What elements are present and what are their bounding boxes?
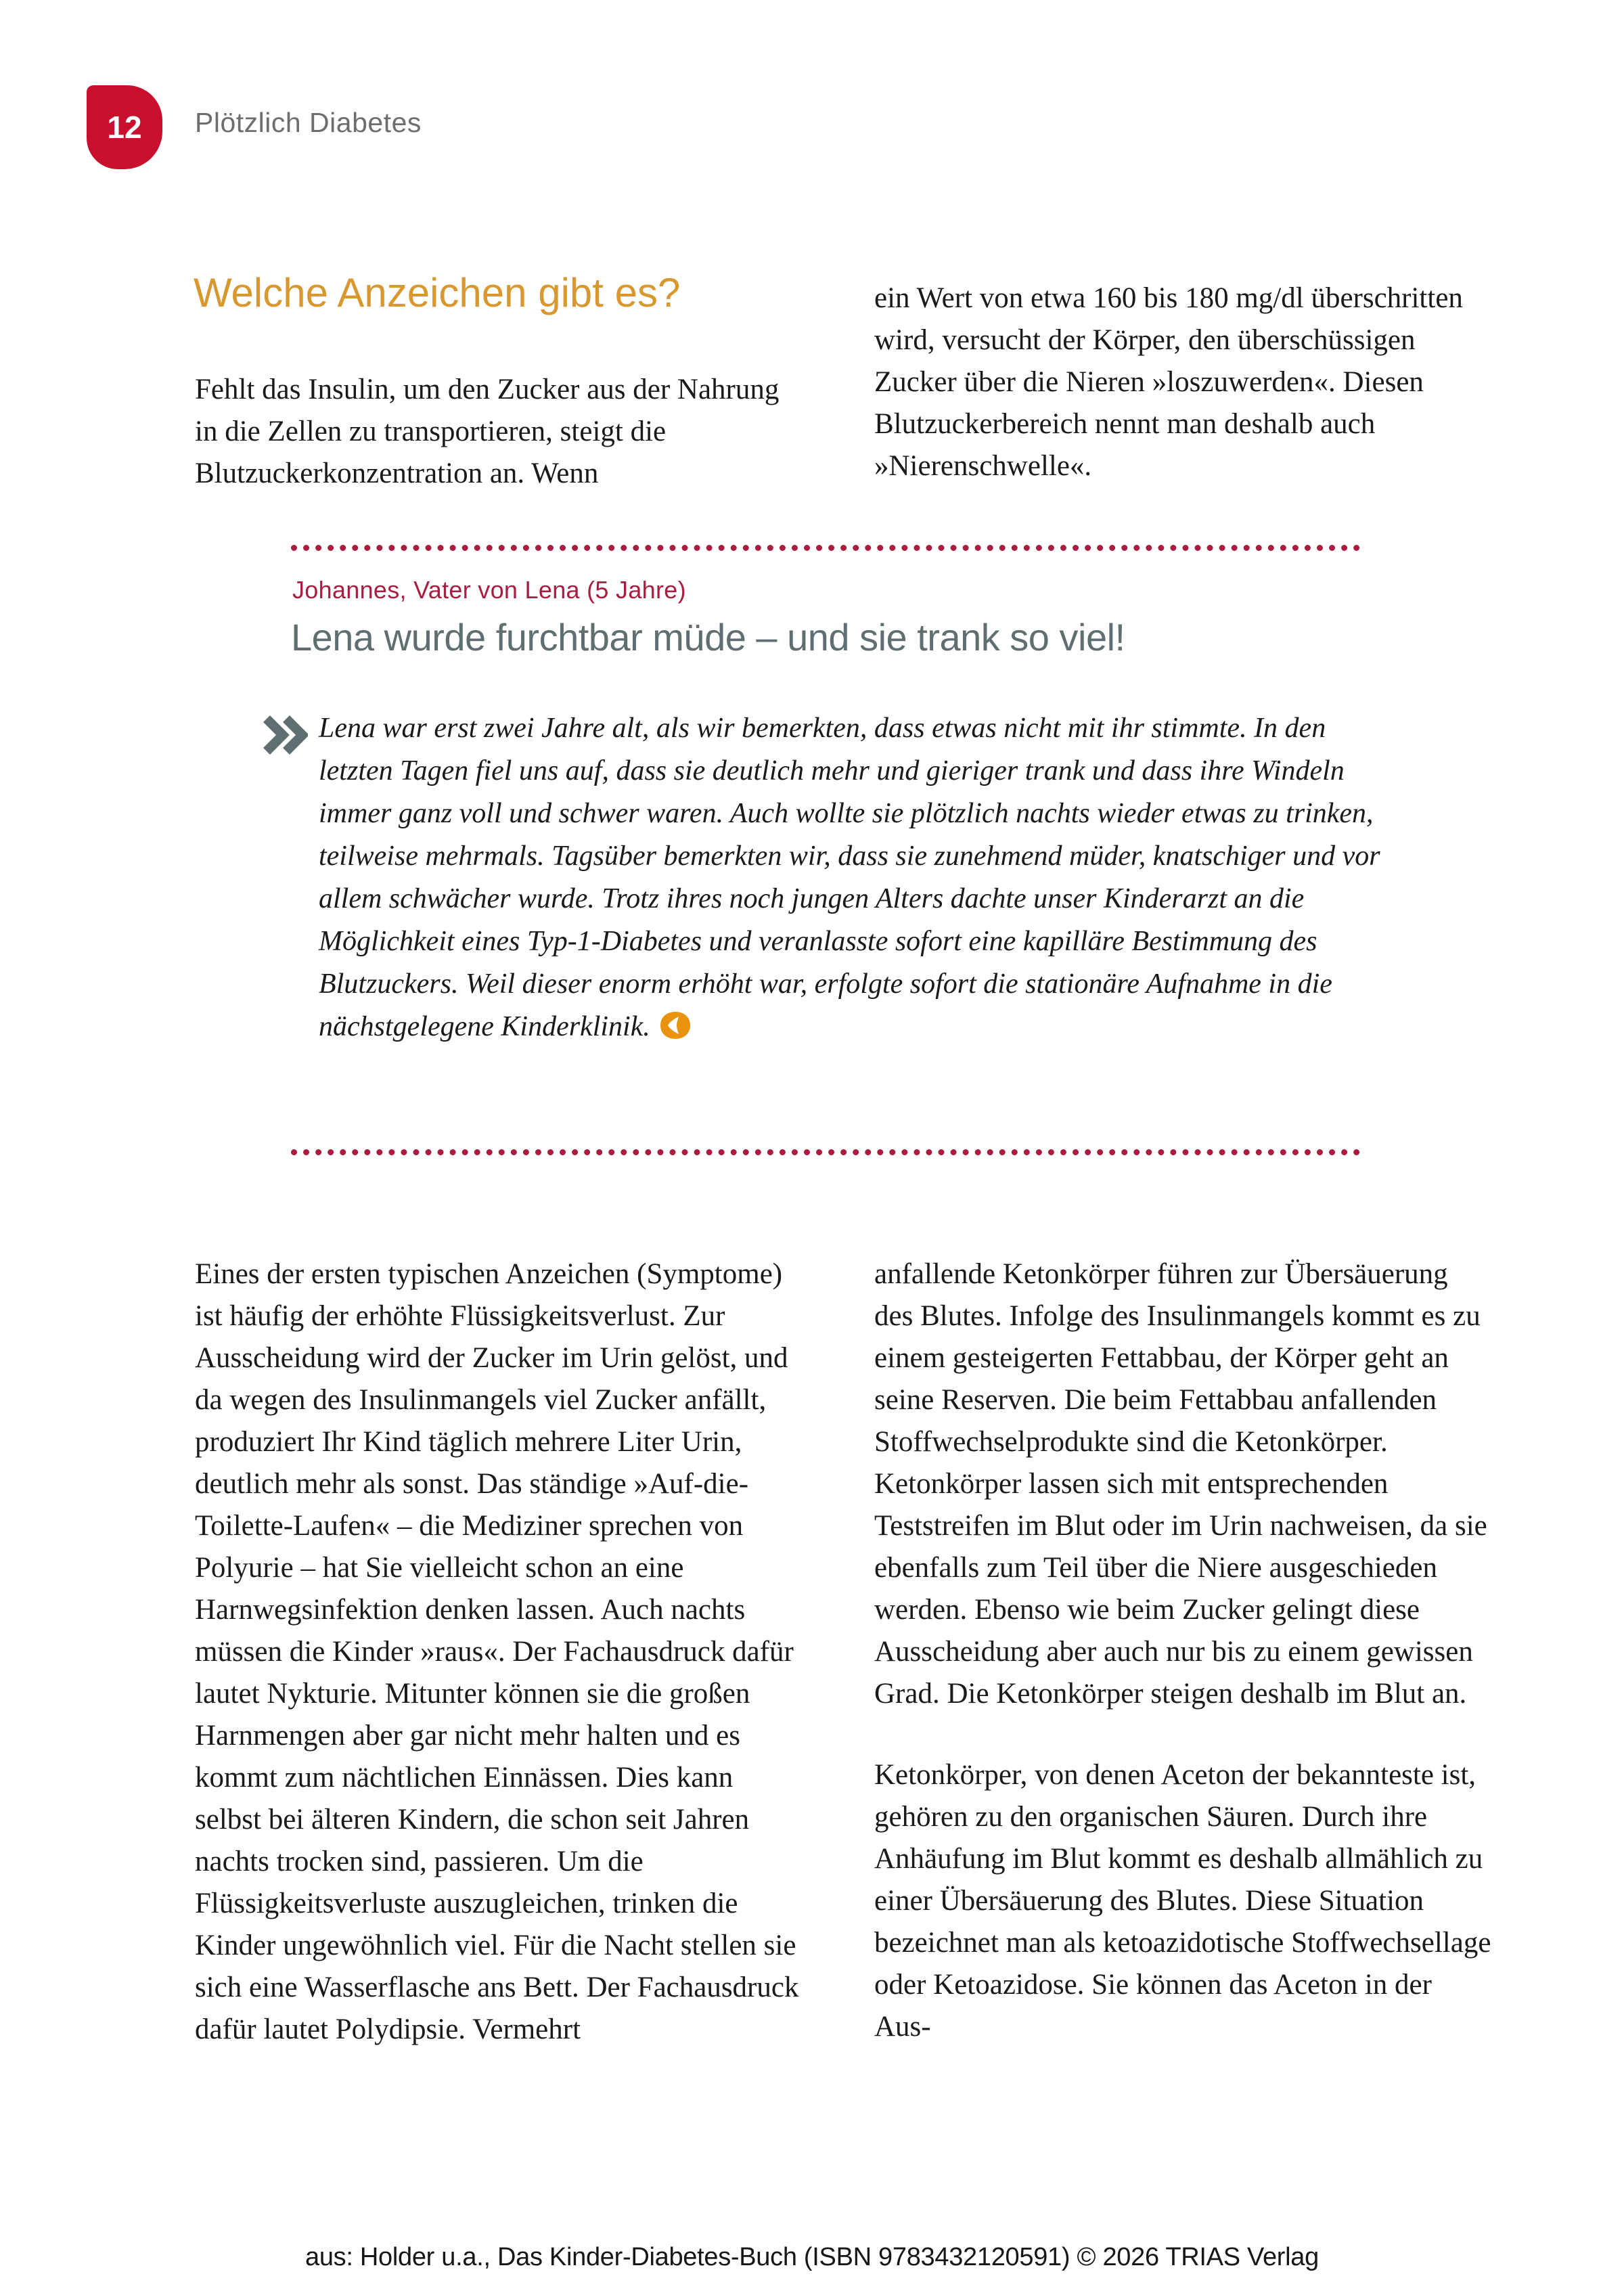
testimonial-box [291,545,1380,1157]
testimonial-title: Lena wurde furchtbar müde – und sie trank so viel! [291,616,1125,659]
chapter-title: Plötzlich Diabetes [195,107,422,138]
body-paragraph-right-2: Ketonkörper, von denen Aceton der bekannteste ist, gehören zu den organischen Säuren. Durch ihre Anhäufung im Blut kommt es deshalb allmählich zu einer Übersäuerung des Blutes. Diese Situation bezeichnet man als ketoazidotische Stoffwechsellage oder Ketoazidose. Sie können das Aceton in der Aus- [874,1759,1491,2043]
body-paragraph-right-1: anfallende Ketonkörper führen zur Übersäuerung des Blutes. Infolge des Insulinmangels kommt es zu einem gesteigerten Fettabbau, der Körper geht an seine Reserven. Die beim Fettabbau anfallenden Stoffwechselprodukte sind die Ketonkörper. Ketonkörper lassen sich mit entsprechenden Teststreifen im Blut oder im Urin nachweisen, da sie ebenfalls zum Teil über die Niere ausgeschieden werden. Ebenso wie beim Zucker gelingt diese Ausscheidung aber auch nur bis zu einem gewissen Grad. Die Ketonkörper steigen deshalb im Blut an. [874,1258,1487,1710]
testimonial-attribution: Johannes, Vater von Lena (5 Jahre) [292,576,686,604]
guillemet-close-icon [660,1010,691,1052]
section-heading: Welche Anzeichen gibt es? [194,270,681,315]
dotted-divider-bottom [291,1149,1360,1155]
intro-paragraph-left: Fehlt das Insulin, um den Zucker aus der Nahrung in die Zellen zu transportieren, steigt die Blutzuckerkonzentration an. Wenn [195,374,780,489]
page-number: 12 [107,110,142,145]
dotted-divider-top [291,545,1360,551]
testimonial-quote-paragraph [319,707,1382,1052]
body-paragraph-left: Eines der ersten typischen Anzeichen (Symptome) ist häufig der erhöhte Flüssigkeitsverlust. Zur Ausscheidung wird der Zucker im Urin gelöst, und da wegen des Insulinmangels viel Zucker anfällt, produziert Ihr Kind täglich mehrere Liter Urin, deutlich mehr als sonst. Das ständige »Auf-die-Toilette-Laufen« – die Mediziner sprechen von Polyurie – hat Sie vielleicht schon an eine Harnwegsinfektion denken lassen. Auch nachts müssen die Kinder »raus«. Der Fachausdruck dafür lautet Nykturie. Mitunter können sie die großen Harnmengen aber gar nicht mehr halten und es kommt zum nächtlichen Einnässen. Dies kann selbst bei älteren Kindern, die schon seit Jahren nachts trocken sind, passieren. Um die Flüssigkeitsverluste auszugleichen, trinken die Kinder ungewöhnlich viel. Für die Nacht stellen sie sich eine Wasserflasche ans Bett. Der Fachausdruck dafür lautet Polydipsie. Vermehrt [195,1258,799,2045]
body-column-right [874,1253,1493,2048]
testimonial-quote [261,707,1387,1052]
guillemet-open-icon [261,714,308,759]
page-number-badge [87,85,162,169]
copyright-credit: aus: Holder u.a., Das Kinder-Diabetes-Buch (ISBN 9783432120591) © 2026 TRIAS Verlag [305,2243,1319,2271]
intro-paragraph-right: ein Wert von etwa 160 bis 180 mg/dl überschritten wird, versucht der Körper, den überschüssigen Zucker über die Nieren »loszuwerden«. Diesen Blutzuckerbereich nennt man deshalb auch »Nierenschwelle«. [874,282,1463,482]
testimonial-quote-text: Lena war erst zwei Jahre alt, als wir bemerkten, dass etwas nicht mit ihr stimmte. In den letzten Tagen fiel uns auf, dass sie deutlich mehr und gieriger trank und dass ihre Windeln immer ganz voll und schwer waren. Auch wollte sie plötzlich nachts wieder etwas zu trinken, teilweise mehrmals. Tagsüber bemerkten wir, dass sie zunehmend müder, knatschiger und vor allem schwächer wurde. Trotz ihres noch jungen Alters dachte unser Kinderarzt an die Möglichkeit eines Typ-1-Diabetes und veranlasste sofort eine kapilläre Bestimmung des Blutzuckers. Weil dieser enorm erhöht war, erfolgte sofort die stationäre Aufnahme in die nächstgelegene Kinderklinik. [319,713,1380,1042]
